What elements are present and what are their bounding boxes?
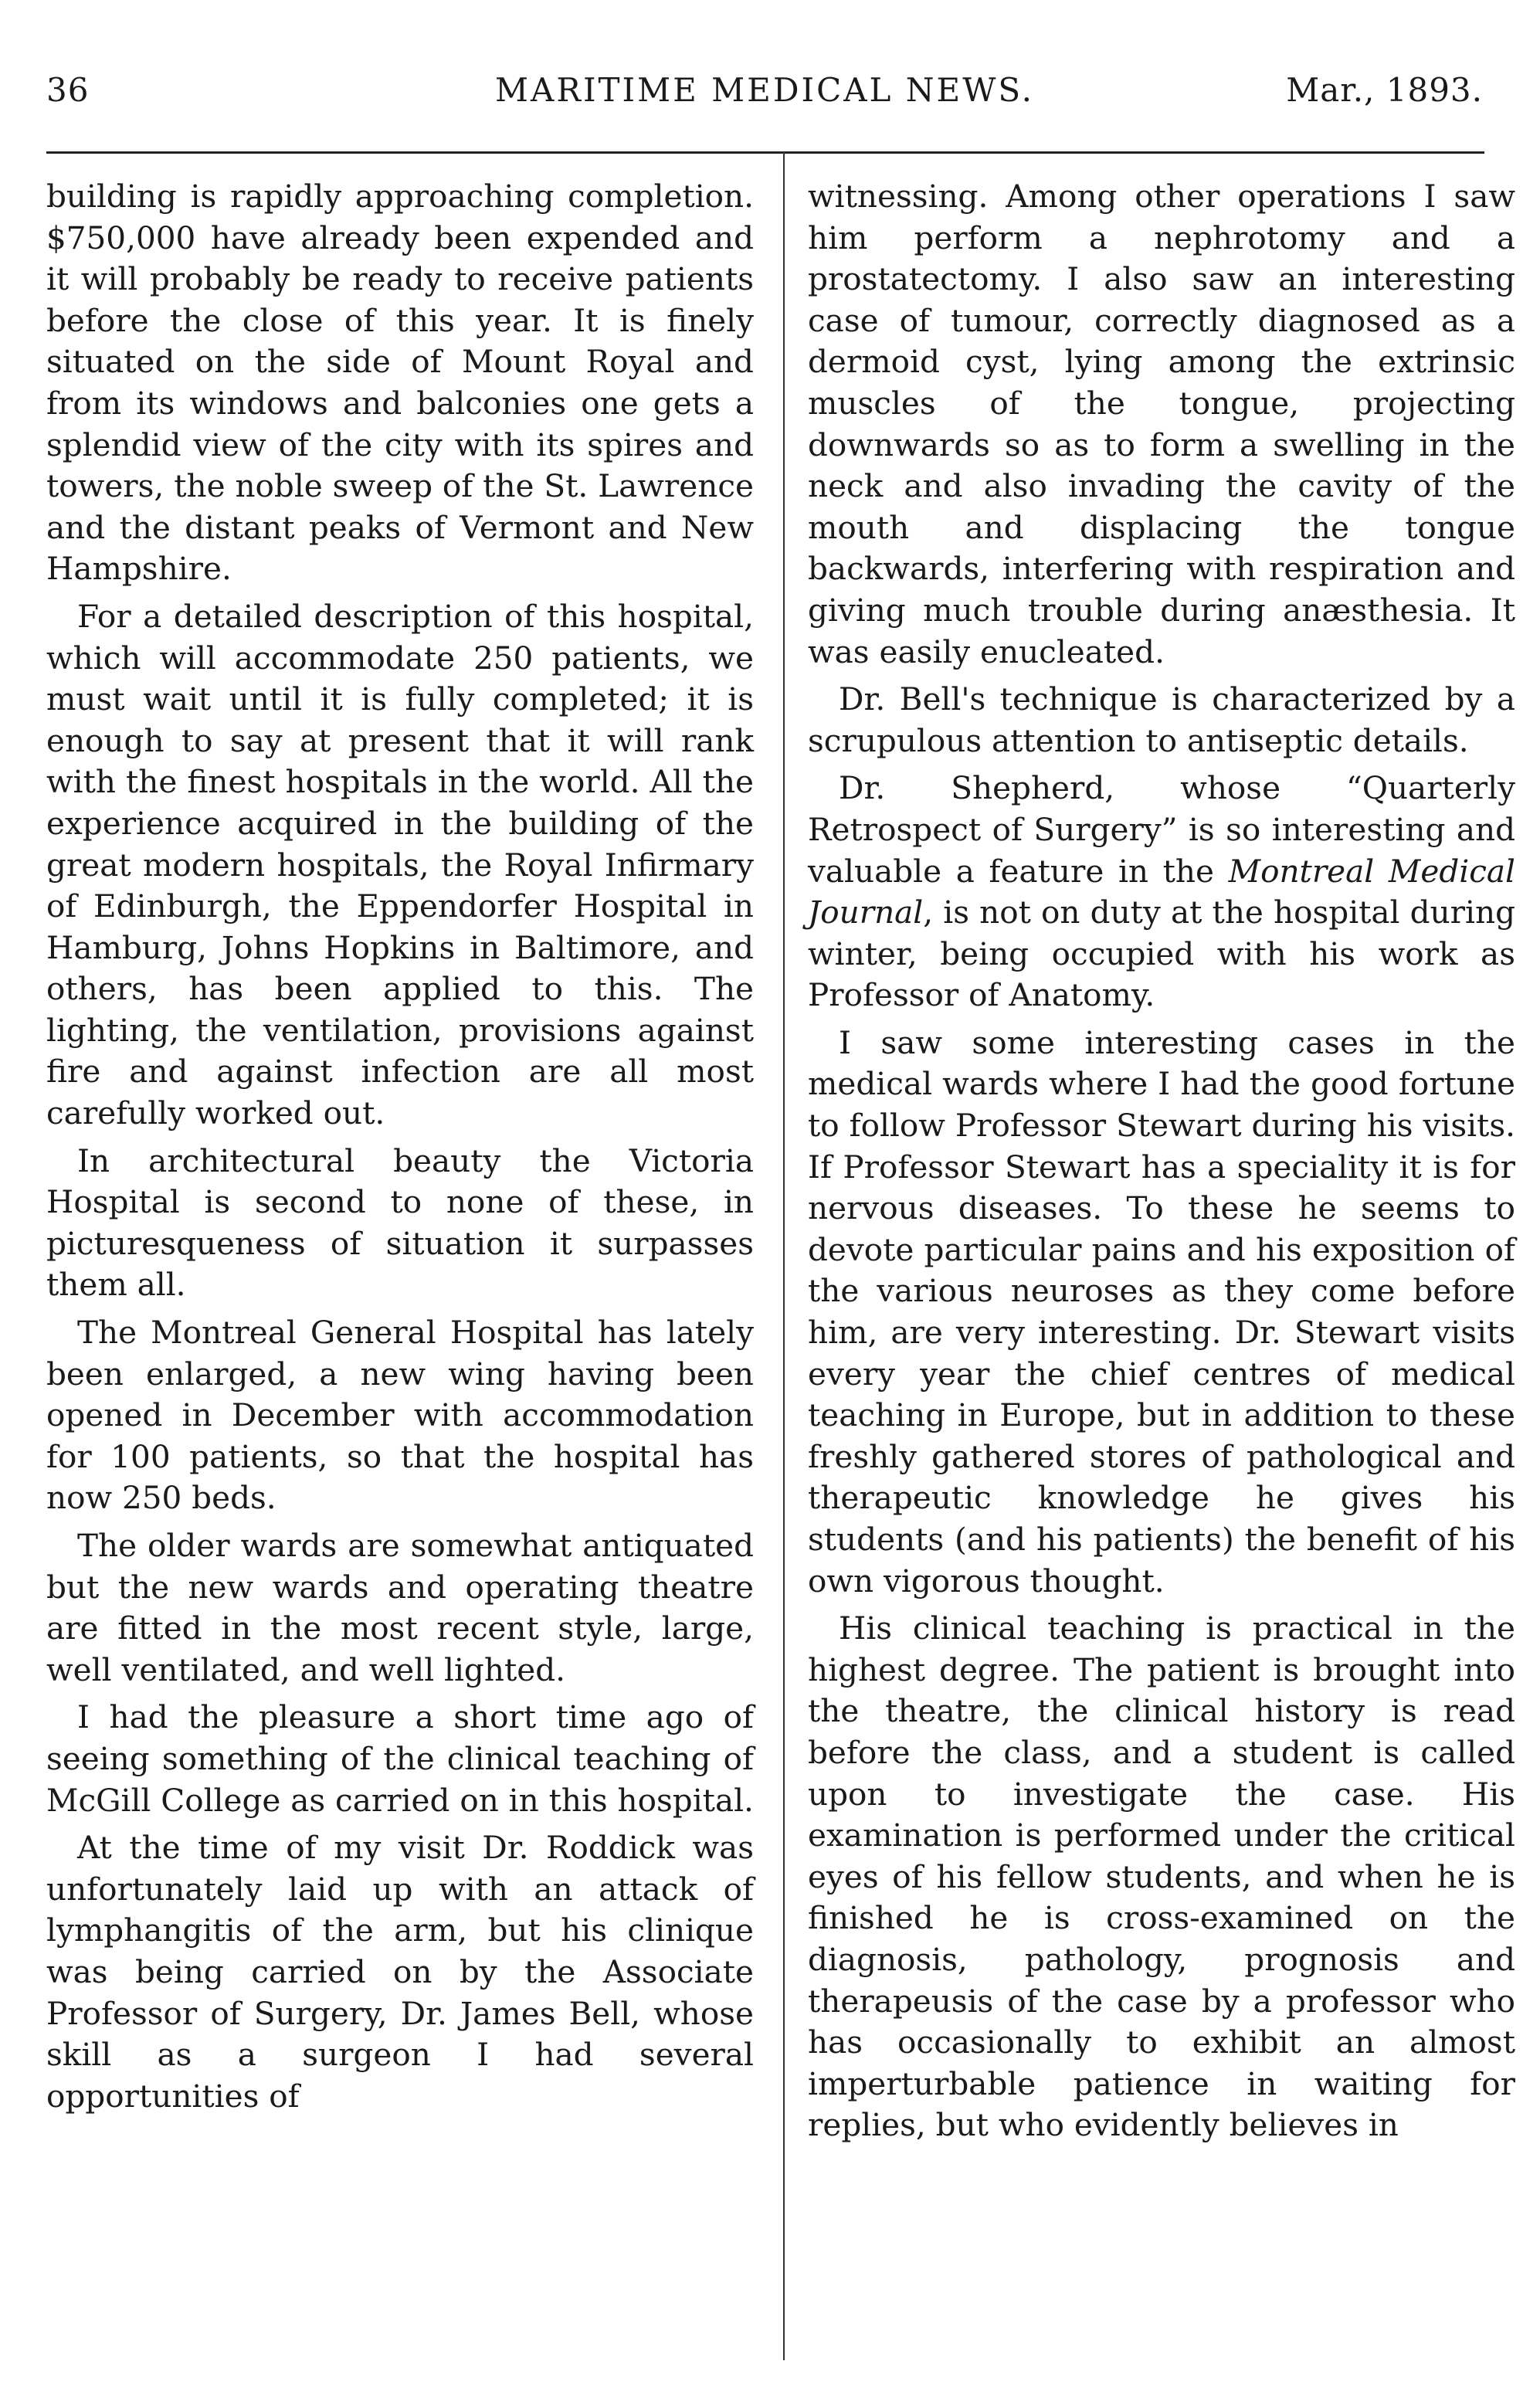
paragraph: I had the pleasure a short time ago of seeing something of the clinical teaching of McGill College as carried on in this hospital. [46, 1698, 754, 1819]
column-divider [783, 151, 785, 2360]
paragraph: The older wards are somewhat antiquated but the new wards and operating theatre are fitted in the most recent style, large, well ventilated, and well lighted. [46, 1527, 754, 1688]
paragraph: For a detailed description of this hospital, which will accommodate 250 patients, we must wait until it is fully completed; it is enough to say at present that it will rank with the finest hospitals in the world. All the experience acquired in the building of the great modern hospitals, the Royal Infirmary of Edinburgh, the Eppendorfer Hospital in Hamburg, Johns Hopkins in Baltimore, and others, has been applied to this. The lighting, the ventilation, provisions against fire and against infection are all most carefully worked out. [46, 597, 754, 1132]
paragraph: Dr. Bell's technique is characterized by a scrupulous attention to antiseptic details. [808, 680, 1515, 759]
left-column [46, 176, 754, 2117]
paragraph: At the time of my visit Dr. Roddick was unfortunately laid up with an attack of lymphangitis of the arm, but his clinique was being carried on by the Associate Professor of Surgery, Dr. James Bell, whose skill as a surgeon I had several opportunities of [46, 1829, 754, 2115]
page-header [46, 71, 1483, 125]
journal-name-italic: Montreal Medical Journal [808, 852, 1515, 931]
paragraph-text: , is not on duty at the hospital during winter, being occupied with his work as Professor of Anatomy. [808, 894, 1515, 1014]
paragraph: His clinical teaching is practical in the highest degree. The patient is brought into the theatre, the clinical history is read before the class, and a student is called upon to investigate the case. His examination is performed under the critical eyes of his fellow students, and when he is finished he is cross-examined on the diagnosis, pathology, prognosis and therapeusis of the case by a professor who has occasionally to exhibit an almost imperturbable patience in waiting for replies, but who evidently believes in [808, 1610, 1515, 2144]
issue-date: Mar., 1893. [1286, 71, 1483, 109]
paragraph: building is rapidly approaching completion. $750,000 have already been expended and it will probably be ready to receive patients before the close of this year. It is finely situated on the side of Mount Royal and from its windows and balconies one gets a splendid view of the city with its spires and towers, the noble sweep of the St. Lawrence and the distant peaks of Vermont and New Hampshire. [46, 178, 754, 588]
right-column [808, 176, 1515, 2146]
header-rule [46, 151, 1484, 154]
paragraph: witnessing. Among other operations I saw him perform a nephrotomy and a prostatectomy. I also saw an interesting case of tumour, correctly diagnosed as a dermoid cyst, lying among the extrinsic muscles of the tongue, projecting downwards so as to form a swelling in the neck and also invading the cavity of the mouth and displacing the tongue backwards, interfering with respiration and giving much trouble during anæsthesia. It was easily enucleated. [808, 178, 1515, 670]
paragraph [808, 768, 1515, 1016]
paragraph: I saw some interesting cases in the medical wards where I had the good fortune to follow Professor Stewart during his visits. If Professor Stewart has a speciality it is for nervous diseases. To these he seems to devote particular pains and his exposition of the various neuroses as they come before him, are very interesting. Dr. Stewart visits every year the chief centres of medical teaching in Europe, but in addition to these freshly gathered stores of pathological and therapeutic knowledge he gives his students (and his patients) the benefit of his own vigorous thought. [808, 1023, 1515, 1599]
journal-title: MARITIME MEDICAL NEWS. [494, 71, 1034, 109]
page-number: 36 [46, 71, 90, 109]
paragraph: In architectural beauty the Victoria Hospital is second to none of these, in picturesqueness of situation it surpasses them all. [46, 1142, 754, 1304]
paragraph-text: Dr. Shepherd, whose “Quarterly Retrospect of Surgery” is so interesting and valuable a feature in the [808, 769, 1515, 890]
paragraph: The Montreal General Hospital has lately been enlarged, a new wing having been opened in December with accommodation for 100 patients, so that the hospital has now 250 beds. [46, 1314, 754, 1517]
